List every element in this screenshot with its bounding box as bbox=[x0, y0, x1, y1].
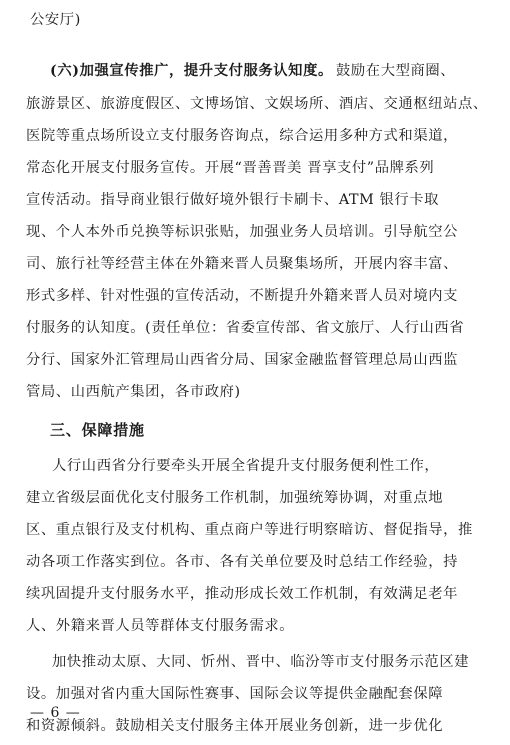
text-line: 动各项工作落实到位。各市、各有关单位要及时总结工作经验，持 bbox=[26, 554, 459, 570]
section-heading: 三、保障措施 bbox=[50, 421, 145, 439]
text-line: 设。加强对省内重大国际性赛事、国际会议等提供金融配套保障 bbox=[26, 686, 444, 702]
text-line: 付服务的认知度。(责任单位：省委宣传部、省文旅厅、人行山西省 bbox=[26, 320, 465, 336]
text-line: 人、外籍来晋人员等群体支付服务需求。 bbox=[26, 618, 295, 634]
page-number: — 6 — bbox=[30, 705, 81, 721]
text-line: 旅游景区、旅游度假区、文博场馆、文娱场所、酒店、交通枢纽站点、 bbox=[26, 96, 488, 112]
text-line: 建立省级层面优化支付服务工作机制，加强统筹协调，对重点地 bbox=[26, 490, 444, 506]
text-line: 司、旅行社等经营主体在外籍来晋人员聚集场所，开展内容丰富、 bbox=[26, 256, 459, 272]
text-line: 区、重点银行及支付机构、重点商户等进行明察暗访、督促指导，推 bbox=[26, 522, 473, 538]
text-line: 鼓励在大型商圈、 bbox=[336, 63, 456, 79]
section-six-title: (六)加强宣传推广，提升支付服务认知度。 bbox=[50, 63, 333, 79]
text-line: 和资源倾斜。鼓励相关支付服务主体开展业务创新，进一步优化 bbox=[26, 718, 444, 734]
text-line: 分行、国家外汇管理局山西省分局、国家金融监督管理总局山西监 bbox=[26, 352, 459, 368]
text-line: 现、个人本外币兑换等标识张贴，加强业务人员培训。引导航空公 bbox=[26, 224, 459, 240]
text-line: 续巩固提升支付服务水平，推动形成长效工作机制，有效满足老年 bbox=[26, 586, 459, 602]
text-line: 加快推动太原、大同、忻州、晋中、临汾等市支付服务示范区建 bbox=[52, 654, 470, 670]
text-line: 人行山西省分行要牵头开展全省提升支付服务便利性工作， bbox=[52, 458, 440, 474]
text-line: 常态化开展支付服务宣传。开展“晋善晋美 晋享支付”品牌系列 bbox=[26, 160, 435, 176]
text-line: 公安厅) bbox=[30, 12, 81, 28]
text-line: 宣传活动。指导商业银行做好境外银行卡刷卡、ATM 银行卡取 bbox=[26, 192, 440, 208]
text-line: 形式多样、针对性强的宣传活动，不断提升外籍来晋人员对境内支 bbox=[26, 288, 459, 304]
text-line: 医院等重点场所设立支付服务咨询点，综合运用多种方式和渠道， bbox=[26, 128, 459, 144]
text-line: 管局、山西航产集团，各市政府) bbox=[26, 384, 241, 400]
